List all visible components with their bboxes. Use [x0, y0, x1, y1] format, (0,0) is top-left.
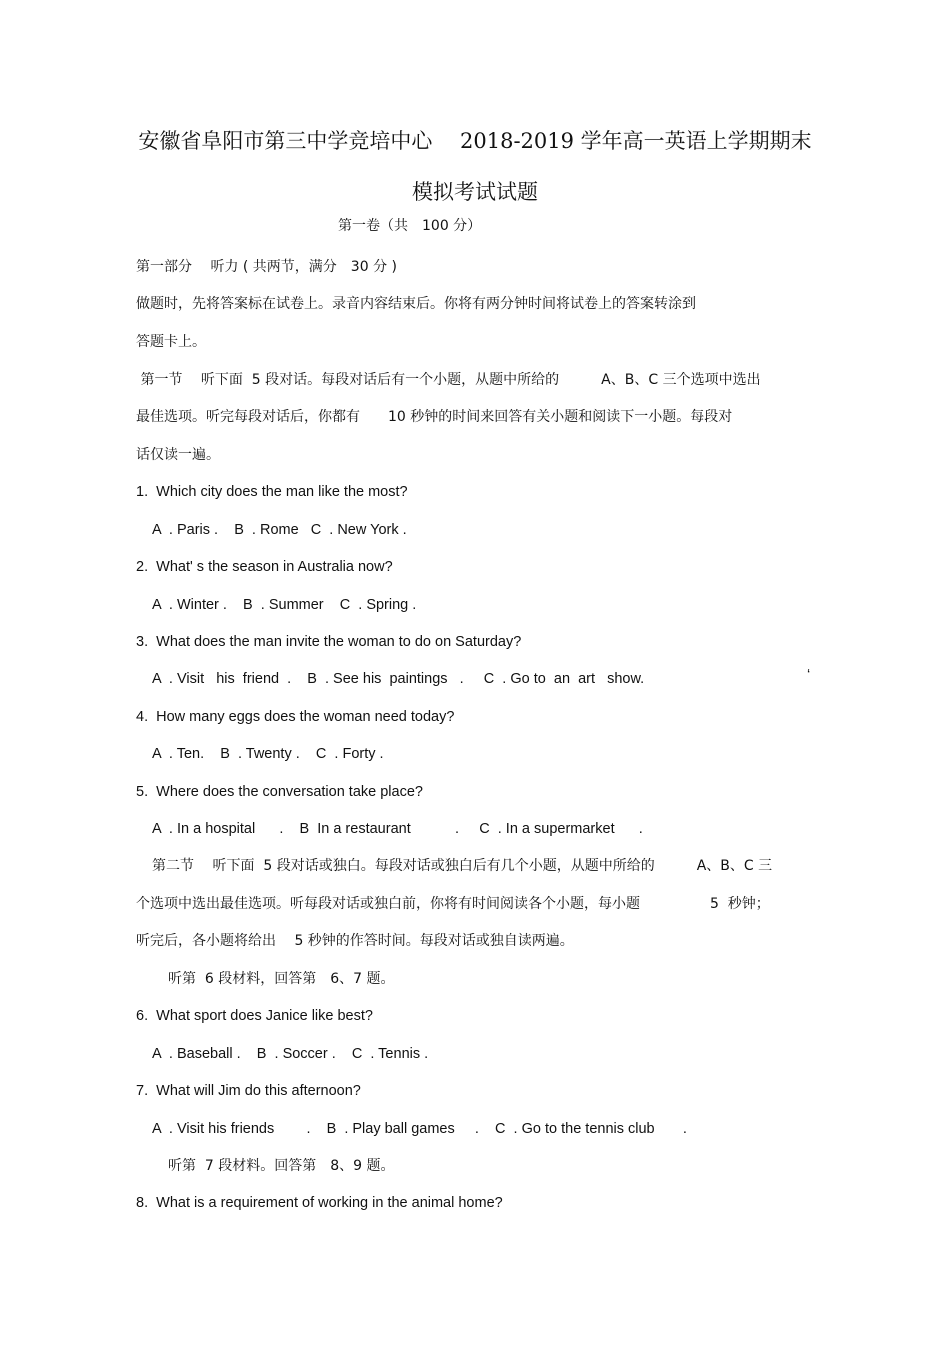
question-7-options: A . Visit his friends . B . Play ball games . C . Go to the tennis club .	[152, 1121, 687, 1137]
section1-instructions-3: 话仅读一遍。	[136, 447, 220, 463]
question-6: 6. What sport does Janice like best?	[136, 1008, 373, 1024]
section2-instructions-1: 第二节 听下面 5 段对话或独白。每段对话或独白后有几个小题，从题中所给的 A、B、C 三	[152, 858, 773, 874]
question-4: 4. How many eggs does the woman need today?	[136, 709, 455, 725]
question-3: 3. What does the man invite the woman to do on Saturday?	[136, 634, 522, 650]
intro-line-2: 答题卡上。	[136, 334, 206, 350]
document-title-line1: 安徽省阜阳市第三中学竞培中心 2018-2019 学年高一英语上学期期末	[138, 129, 812, 153]
listen-material-7: 听第 7 段材料。回答第 8、9 题。	[168, 1158, 395, 1174]
listen-material-6: 听第 6 段材料，回答第 6、7 题。	[168, 971, 395, 987]
question-5-options: A . In a hospital . B In a restaurant . C . In a supermarket .	[152, 821, 643, 837]
section2-instructions-2: 个选项中选出最佳选项。听每段对话或独白前，你将有时间阅读各个小题，每小题 5 秒钟；	[136, 896, 770, 912]
question-2-options: A . Winter . B . Summer C . Spring .	[152, 597, 417, 613]
document-title-line2: 模拟考试试题	[412, 180, 538, 204]
question-1: 1. Which city does the man like the most?	[136, 484, 408, 500]
stray-mark: ‘	[807, 667, 811, 683]
volume-heading: 第一卷（共 100 分）	[338, 218, 482, 234]
question-8: 8. What is a requirement of working in the animal home?	[136, 1195, 503, 1211]
question-1-options: A . Paris . B . Rome C . New York .	[152, 522, 407, 538]
question-6-options: A . Baseball . B . Soccer . C . Tennis .	[152, 1046, 429, 1062]
question-5: 5. Where does the conversation take place?	[136, 784, 423, 800]
question-4-options: A . Ten. B . Twenty . C . Forty .	[152, 746, 384, 762]
section1-instructions-1: 第一节 听下面 5 段对话。每段对话后有一个小题，从题中所给的 A、B、C 三个选项中选出	[136, 372, 761, 388]
question-7: 7. What will Jim do this afternoon?	[136, 1083, 361, 1099]
intro-line-1: 做题时，先将答案标在试卷上。录音内容结束后。你将有两分钟时间将试卷上的答案转涂到	[136, 296, 696, 312]
section1-instructions-2: 最佳选项。听完每段对话后，你都有 10 秒钟的时间来回答有关小题和阅读下一小题。每段对	[136, 409, 733, 425]
question-2: 2. What' s the season in Australia now?	[136, 559, 393, 575]
question-3-options: A . Visit his friend . B . See his paintings . C . Go to an art show.	[152, 671, 645, 687]
part1-heading: 第一部分 听力 ( 共两节，满分 30 分 )	[136, 259, 397, 275]
section2-instructions-3: 听完后，各小题将给出 5 秒钟的作答时间。每段对话或独自读两遍。	[136, 933, 574, 949]
